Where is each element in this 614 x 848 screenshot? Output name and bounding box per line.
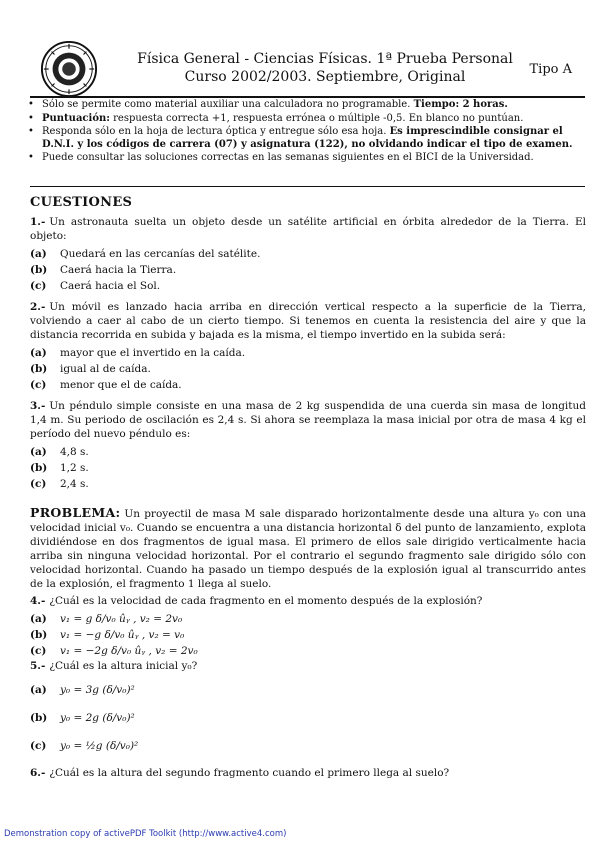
- option-1b: (b) Caerá hacia la Tierra.: [30, 264, 177, 277]
- option-5b: (b) y₀ = 2g (δ/v₀)²: [30, 712, 135, 725]
- footer-watermark: Demonstration copy of activePDF Toolkit (http://www.active4.com): [4, 829, 287, 840]
- option-1c: (c) Caerá hacia el Sol.: [30, 280, 161, 293]
- option-4a: (a) v₁ = g δ/v₀ ûᵧ , v₂ = 2v₀: [30, 613, 183, 626]
- problema-title: PROBLEMA:: [30, 505, 121, 521]
- instruction-item: • Responda sólo en la hoja de lectura óptica y entregue sólo esa hoja. Es imprescindible consignar el D.N.I. y los códigos de carrera (07) y asignatura (122), no olvidando indicar el tipo de examen.: [28, 126, 586, 151]
- instruction-item: • Puntuación: respuesta correcta +1, respuesta errónea o múltiple -0,5. En blanco no puntúan.: [28, 113, 586, 126]
- option-5c: (c) y₀ = ½g (δ/v₀)²: [30, 740, 139, 753]
- exam-content: [30, 195, 586, 783]
- exam-type-label: Tipo A: [529, 62, 572, 77]
- option-3b: (b) 1,2 s.: [30, 462, 89, 475]
- option-3a: (a) 4,8 s.: [30, 446, 89, 459]
- option-5a: (a) y₀ = 3g (δ/v₀)²: [30, 684, 135, 697]
- university-seal-icon: [40, 40, 98, 98]
- question-3: 3.- Un péndulo simple consiste en una masa de 2 kg suspendida de una cuerda sin masa de longitud 1,4 m. Su periodo de oscilación es 2,4 s. Si ahora se reemplaza la masa inicial por otra de masa 4 kg el período del nuevo péndulo es:: [30, 400, 586, 441]
- question-1: 1.- Un astronauta suelta un objeto desde un satélite artificial en órbita alrededor de la Tierra. El objeto:: [30, 216, 586, 243]
- question-4: 4.- ¿Cuál es la velocidad de cada fragmento en el momento después de la explosión?: [30, 595, 483, 608]
- option-2c: (c) menor que el de caída.: [30, 379, 182, 392]
- instruction-item: • Puede consultar las soluciones correctas en las semanas siguientes en el BICI de la Universidad.: [28, 152, 586, 165]
- question-6: 6.- ¿Cuál es la altura del segundo fragmento cuando el primero llega al suelo?: [30, 767, 450, 780]
- option-1a: (a) Quedará en las cercanías del satélite.: [30, 248, 261, 261]
- option-3c: (c) 2,4 s.: [30, 478, 89, 491]
- instructions-list: [28, 99, 586, 166]
- option-4b: (b) v₁ = −g δ/v₀ ûᵧ , v₂ = v₀: [30, 629, 185, 642]
- cuestiones-title: CUESTIONES: [30, 195, 133, 210]
- question-5: 5.- ¿Cuál es la altura inicial y₀?: [30, 660, 198, 673]
- instructions-divider: [30, 186, 585, 187]
- exam-title-line2: Curso 2002/2003. Septiembre, Original: [184, 69, 466, 85]
- instruction-item: • Sólo se permite como material auxiliar una calculadora no programable. Tiempo: 2 horas.: [28, 99, 586, 112]
- header-divider: [30, 96, 585, 98]
- option-4c: (c) v₁ = −2g δ/v₀ ûᵧ , v₂ = 2v₀: [30, 645, 198, 658]
- option-2a: (a) mayor que el invertido en la caída.: [30, 347, 246, 360]
- exam-title: [125, 50, 525, 86]
- exam-header: [30, 38, 590, 96]
- problem-statement: PROBLEMA: Un proyectil de masa M sale disparado horizontalmente desde una altura y₀ con una velocidad inicial v₀. Cuando se encuentra a una distancia horizontal δ del punto de lanzamiento, explota dividiéndose en dos fragmentos de igual masa. El primero de ellos sale dirigido verticalmente hacia arriba sin ninguna velocidad horizontal. Por el contrario el segundo fragmento sale dirigido sólo con velocidad horizontal. Cuando ha pasado un tiempo después de la explosión igual al transcurrido antes de la explosión, el fragmento 1 llega al suelo.: [30, 505, 586, 591]
- option-2b: (b) igual al de caída.: [30, 363, 151, 376]
- exam-title-line1: Física General - Ciencias Físicas. 1ª Prueba Personal: [137, 51, 513, 67]
- question-2: 2.- Un móvil es lanzado hacia arriba en dirección vertical respecto a la superficie de la Tierra, volviendo a caer al cabo de un cierto tiempo. Si tenemos en cuenta la resistencia del aire y que la distancia recorrida en subida y bajada es la misma, el tiempo invertido en la subida será:: [30, 301, 586, 342]
